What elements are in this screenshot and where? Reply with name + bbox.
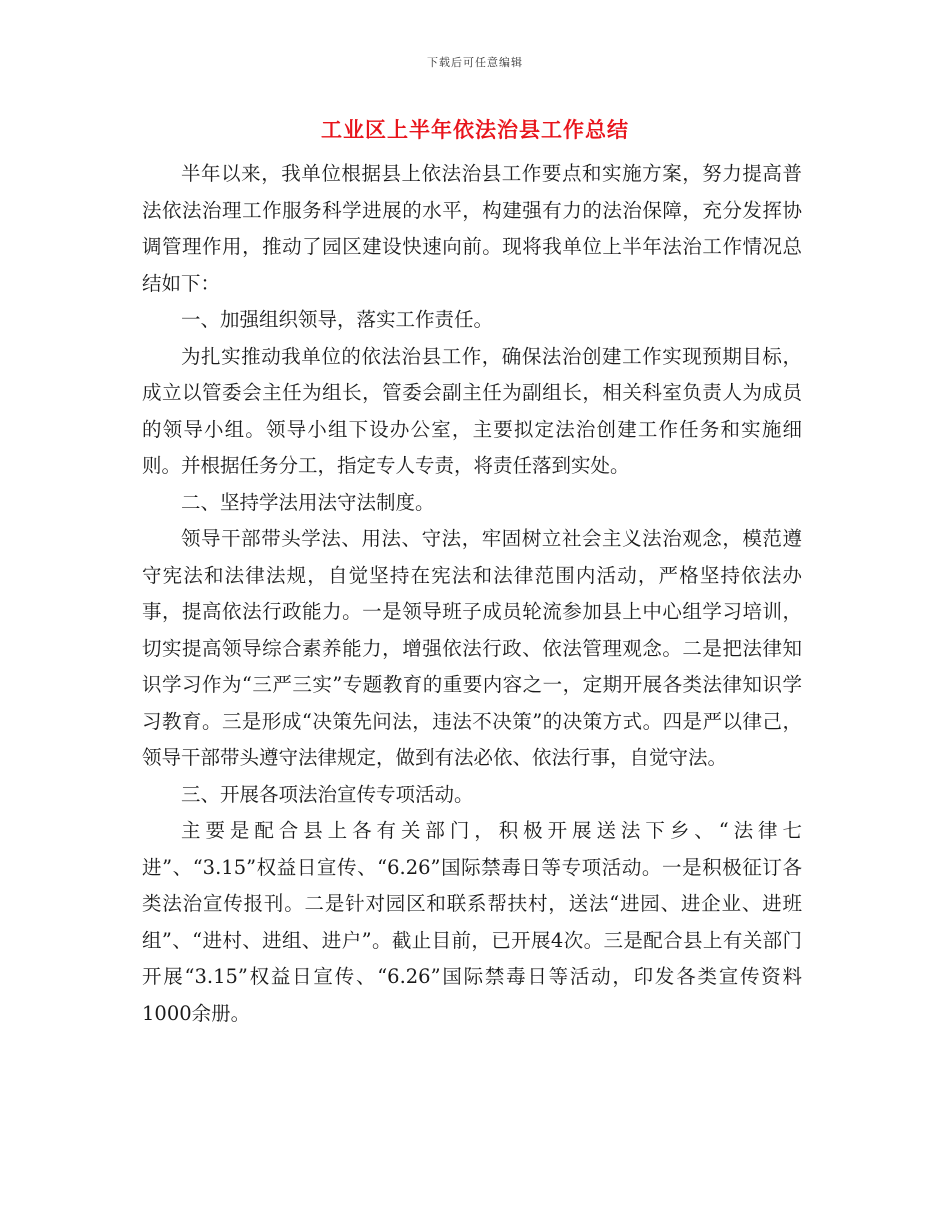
paragraph-section-1: 为扎实推动我单位的依法治县工作，确保法治创建工作实现预期目标，成立以管委会主任为组长，管委会副主任为副组长，相关科室负责人为成员的领导小组。领导小组下设办公室，主要拟定法治创建工作任务和实施细则。并根据任务分工，指定专人专责，将责任落到实处。 bbox=[142, 344, 802, 477]
section-heading-3: 三、开展各项法治宣传专项活动。 bbox=[181, 782, 474, 806]
section-heading-1: 一、加强组织领导，落实工作责任。 bbox=[181, 308, 494, 331]
paragraph-section-2: 领导干部带头学法、用法、守法，牢固树立社会主义法治观念，模范遵守宪法和法律法规，自觉坚持在宪法和法律范围内活动，严格坚持依法办事，提高依法行政能力。一是领导班子成员轮流参加县上中心组学习培训，切实提高领导综合素养能力，增强依法行政、依法管理观念。二是把法律知识学习作为“三严三实”专题教育的重要内容之一，定期开展各类法律知识学习教育。三是形成“决策先问法，违法不决策”的决策方式。四是严以律己，领导干部带头遵守法律规定，做到有法必依、依法行事，自觉守法。 bbox=[142, 527, 802, 769]
paragraph-section-3: 主要是配合县上各有关部门，积极开展送法下乡、“法律七进”、“3.15”权益日宣传、“6.26”国际禁毒日等专项活动。一是积极征订各类法治宣传报刊。二是针对园区和联系帮扶村，送法“进园、进企业、进班组”、“进村、进组、进户”。截止目前，已开展4次。三是配合县上有关部门开展“3.15”权益日宣传、“6.26”国际禁毒日等活动，印发各类宣传资料1000余册。 bbox=[142, 819, 802, 1025]
document-title: 工业区上半年依法治县工作总结 bbox=[321, 118, 629, 142]
section-heading-2: 二、坚持学法用法守法制度。 bbox=[181, 490, 435, 514]
header-note: 下载后可任意编辑 bbox=[427, 56, 523, 69]
document-body bbox=[142, 156, 802, 1032]
paragraph-intro: 半年以来，我单位根据县上依法治县工作要点和实施方案，努力提高普法依法治理工作服务科学进展的水平，构建强有力的法治保障，充分发挥协调管理作用，推动了园区建设快速向前。现将我单位上半年法治工作情况总结如下： bbox=[142, 162, 802, 295]
